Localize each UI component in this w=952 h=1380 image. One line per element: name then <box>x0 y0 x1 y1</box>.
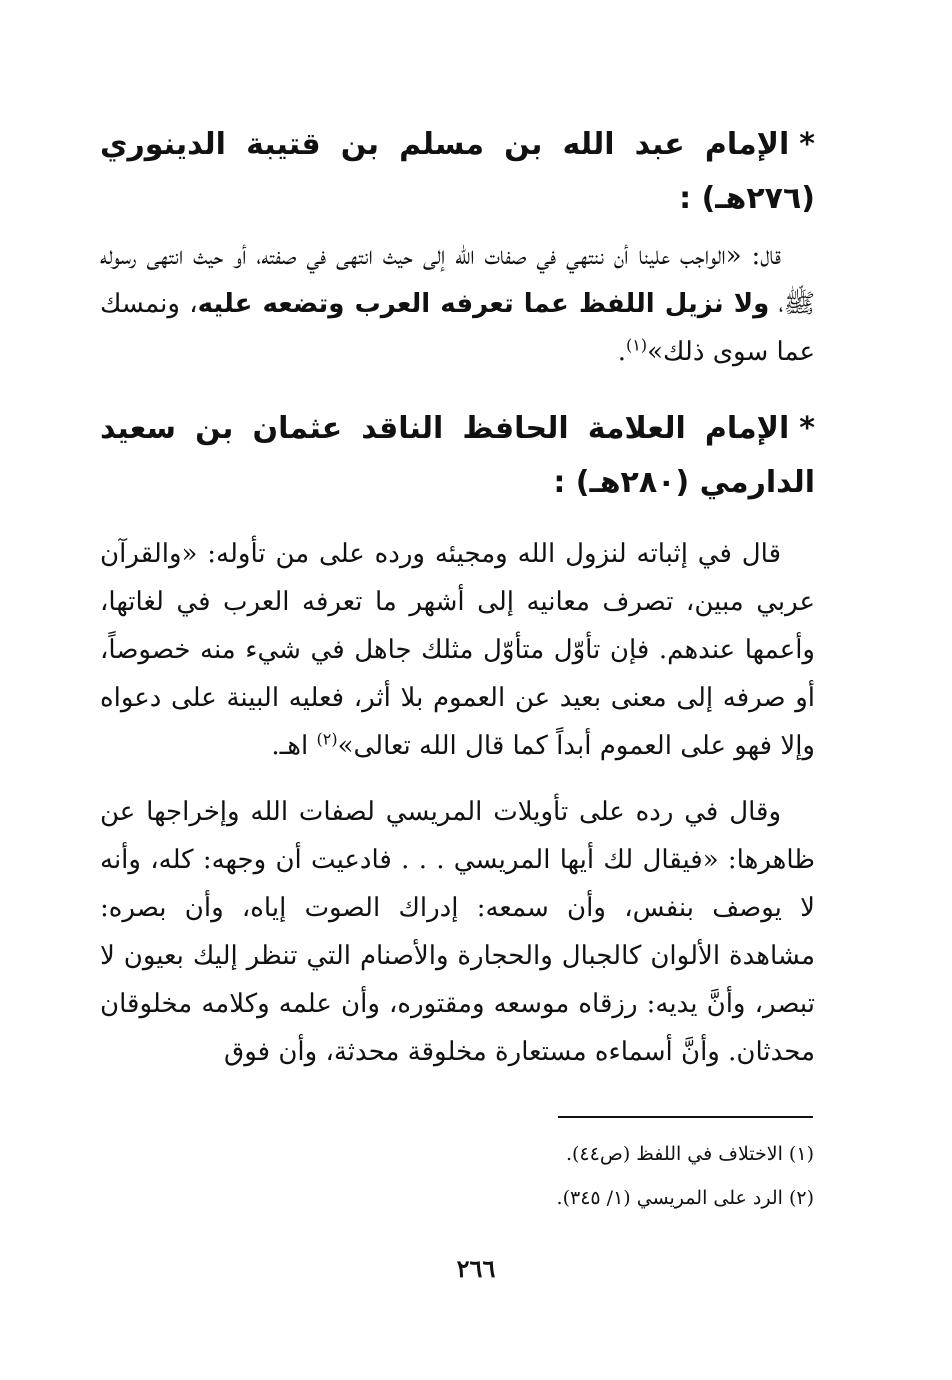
heading-text: الإمام عبد الله بن مسلم بن قتيبة الدينوري (٢٧٦هـ) : <box>100 127 815 216</box>
paragraph-darimi-nuzul <box>100 530 815 770</box>
footnotes <box>557 1132 814 1220</box>
star-bullet-icon: * <box>799 127 815 162</box>
footnote-2: (٢) الرد على المريسي (١/ ٣٤٥). <box>556 1187 814 1209</box>
footnote-1: (١) الاختلاف في اللفظ (ص٤٤). <box>565 1143 814 1165</box>
footnote-ref-2: (٢) <box>316 729 338 749</box>
page-number: ٢٦٦ <box>456 1254 496 1283</box>
quote-text-start: قال: «الواجب علينا أن ننتهي في صفات الله إلى حيث انتهى في صفته، أو حيث انتهى رسوله ﷺ، <box>100 241 816 319</box>
section-heading-ibn-qutaybah <box>100 118 815 226</box>
footnote-divider <box>558 1116 813 1118</box>
page-body <box>100 118 815 1076</box>
footnote-ref-1: (١) <box>626 335 648 355</box>
quote-bold-emphasis: ولا نزيل اللفظ عما تعرفه العرب وتضعه عليه <box>197 289 770 319</box>
paragraph-tail: اهـ. <box>271 731 317 761</box>
heading-text: الإمام العلامة الحافظ الناقد عثمان بن سعيد الدارمي (٢٨٠هـ) : <box>100 411 815 500</box>
paragraph-ibn-qutaybah-quote <box>100 232 815 376</box>
paragraph-darimi-marisi <box>100 788 815 1076</box>
paragraph-text: وقال في رده على تأويلات المريسي لصفات الله وإخراجها عن ظاهرها: «فيقال لك أيها المريسي . . . فادعيت أن وجهه: كله، وأنه لا يوصف بنفس، وأن سمعه: إدراك الصوت إياه، وأن بصره: مشاهدة الألوان كالجبال والحجارة والأصنام التي تنظر إليك بعيون لا تبصر، وأنَّ يديه: رزقاه موسعه ومقتوره، وأن علمه وكلامه مخلوقان محدثان. وأنَّ أسماءه مستعارة مخلوقة محدثة، وأن فوق <box>100 797 815 1067</box>
quote-tail: . <box>617 337 627 367</box>
paragraph-text: قال في إثباته لنزول الله ومجيئه ورده على من تأوله: «والقرآن عربي مبين، تصرف معانيه إلى أشهر ما تعرفه العرب في لغاتها، وأعمها عندهم. فإن تأوّل متأوّل مثلك جاهل في شيء منه خصوصاً، أو صرفه إلى معنى بعيد عن العموم بلا أثر، فعليه البينة على دعواه وإلا فهو على العموم أبداً كما قال الله تعالى» <box>100 539 815 761</box>
quote-text-end: ، ونمسك عما سوى ذلك» <box>100 289 815 367</box>
star-bullet-icon: * <box>799 411 815 446</box>
section-heading-darimi <box>100 402 815 510</box>
